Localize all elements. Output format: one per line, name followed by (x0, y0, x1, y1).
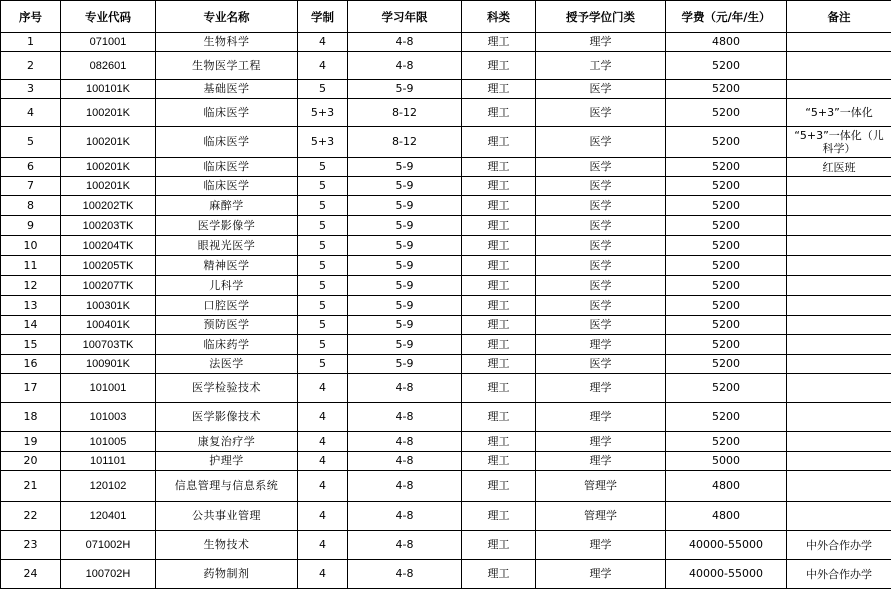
note-cell (787, 316, 891, 335)
major-name-cell: 精神医学 (156, 256, 298, 276)
row-number-cell: 17 (1, 374, 61, 403)
category-cell: 理工 (462, 452, 536, 471)
degree-cell: 医学 (536, 127, 666, 158)
study-years-cell: 4-8 (348, 560, 462, 589)
study-years-cell: 5-9 (348, 296, 462, 316)
row-number-cell: 8 (1, 196, 61, 216)
header-cell: 专业名称 (156, 1, 298, 33)
row-number-cell: 9 (1, 216, 61, 236)
duration-cell: 4 (298, 374, 348, 403)
major-code-cell: 120401 (61, 502, 156, 531)
table-row (1, 403, 891, 432)
degree-cell: 医学 (536, 177, 666, 196)
duration-cell: 5 (298, 335, 348, 355)
major-name-cell: 口腔医学 (156, 296, 298, 316)
tuition-cell: 4800 (666, 471, 787, 502)
major-name-cell: 临床医学 (156, 127, 298, 158)
note-cell (787, 33, 891, 52)
note-cell (787, 403, 891, 432)
tuition-cell: 5200 (666, 296, 787, 316)
degree-cell: 医学 (536, 158, 666, 177)
note-cell (787, 177, 891, 196)
study-years-cell: 4-8 (348, 33, 462, 52)
degree-cell: 理学 (536, 531, 666, 560)
major-name-cell: 医学影像技术 (156, 403, 298, 432)
row-number-cell: 6 (1, 158, 61, 177)
degree-cell: 医学 (536, 276, 666, 296)
note-cell (787, 196, 891, 216)
degree-cell: 工学 (536, 52, 666, 80)
major-code-cell: 101005 (61, 432, 156, 452)
major-name-cell: 生物科学 (156, 33, 298, 52)
note-cell (787, 236, 891, 256)
major-name-cell: 生物医学工程 (156, 52, 298, 80)
study-years-cell: 5-9 (348, 256, 462, 276)
study-years-cell: 5-9 (348, 335, 462, 355)
duration-cell: 4 (298, 432, 348, 452)
major-code-cell: 100301K (61, 296, 156, 316)
study-years-cell: 4-8 (348, 374, 462, 403)
tuition-cell: 5200 (666, 216, 787, 236)
table-row (1, 374, 891, 403)
major-code-cell: 100201K (61, 158, 156, 177)
table-row (1, 452, 891, 471)
study-years-cell: 5-9 (348, 236, 462, 256)
row-number-cell: 14 (1, 316, 61, 335)
row-number-cell: 10 (1, 236, 61, 256)
duration-cell: 5 (298, 80, 348, 99)
study-years-cell: 4-8 (348, 403, 462, 432)
major-name-cell: 眼视光医学 (156, 236, 298, 256)
degree-cell: 管理学 (536, 471, 666, 502)
major-name-cell: 信息管理与信息系统 (156, 471, 298, 502)
major-code-cell: 071002H (61, 531, 156, 560)
category-cell: 理工 (462, 335, 536, 355)
header-cell: 专业代码 (61, 1, 156, 33)
header-cell: 学费（元/年/生） (666, 1, 787, 33)
header-cell: 授予学位门类 (536, 1, 666, 33)
duration-cell: 5 (298, 276, 348, 296)
tuition-cell: 5200 (666, 236, 787, 256)
category-cell: 理工 (462, 316, 536, 335)
note-cell (787, 432, 891, 452)
tuition-cell: 5200 (666, 158, 787, 177)
category-cell: 理工 (462, 560, 536, 589)
table-row (1, 177, 891, 196)
category-cell: 理工 (462, 403, 536, 432)
header-cell: 学习年限 (348, 1, 462, 33)
major-code-cell: 100401K (61, 316, 156, 335)
duration-cell: 5 (298, 236, 348, 256)
note-cell (787, 80, 891, 99)
table-row (1, 296, 891, 316)
header-row (1, 1, 891, 33)
note-cell: 中外合作办学 (787, 531, 891, 560)
duration-cell: 5 (298, 177, 348, 196)
tuition-cell: 5200 (666, 196, 787, 216)
category-cell: 理工 (462, 276, 536, 296)
table-row (1, 355, 891, 374)
row-number-cell: 5 (1, 127, 61, 158)
degree-cell: 医学 (536, 216, 666, 236)
duration-cell: 4 (298, 560, 348, 589)
degree-cell: 管理学 (536, 502, 666, 531)
note-cell (787, 471, 891, 502)
category-cell: 理工 (462, 296, 536, 316)
major-name-cell: 医学影像学 (156, 216, 298, 236)
degree-cell: 医学 (536, 80, 666, 99)
note-cell: “5+3”一体化（儿科学） (787, 127, 891, 158)
major-code-cell: 100207TK (61, 276, 156, 296)
tuition-cell: 5200 (666, 316, 787, 335)
note-cell (787, 256, 891, 276)
major-code-cell: 100201K (61, 127, 156, 158)
tuition-cell: 5200 (666, 99, 787, 127)
note-cell (787, 296, 891, 316)
table-row (1, 502, 891, 531)
table-row (1, 33, 891, 52)
row-number-cell: 12 (1, 276, 61, 296)
study-years-cell: 4-8 (348, 52, 462, 80)
category-cell: 理工 (462, 196, 536, 216)
row-number-cell: 21 (1, 471, 61, 502)
category-cell: 理工 (462, 531, 536, 560)
degree-cell: 理学 (536, 560, 666, 589)
note-cell: 中外合作办学 (787, 560, 891, 589)
row-number-cell: 7 (1, 177, 61, 196)
note-cell (787, 52, 891, 80)
study-years-cell: 5-9 (348, 80, 462, 99)
note-cell (787, 335, 891, 355)
major-code-cell: 100204TK (61, 236, 156, 256)
table-row (1, 80, 891, 99)
tuition-cell: 4800 (666, 33, 787, 52)
tuition-cell: 5200 (666, 374, 787, 403)
note-cell: “5+3”一体化 (787, 99, 891, 127)
study-years-cell: 5-9 (348, 196, 462, 216)
category-cell: 理工 (462, 99, 536, 127)
row-number-cell: 13 (1, 296, 61, 316)
study-years-cell: 5-9 (348, 177, 462, 196)
note-cell (787, 374, 891, 403)
category-cell: 理工 (462, 158, 536, 177)
degree-cell: 医学 (536, 316, 666, 335)
tuition-cell: 5200 (666, 276, 787, 296)
category-cell: 理工 (462, 355, 536, 374)
row-number-cell: 19 (1, 432, 61, 452)
degree-cell: 理学 (536, 335, 666, 355)
duration-cell: 5 (298, 196, 348, 216)
header-cell: 序号 (1, 1, 61, 33)
degree-cell: 理学 (536, 374, 666, 403)
tuition-cell: 5000 (666, 452, 787, 471)
major-code-cell: 100203TK (61, 216, 156, 236)
table-row (1, 52, 891, 80)
tuition-cell: 5200 (666, 52, 787, 80)
category-cell: 理工 (462, 177, 536, 196)
major-name-cell: 基础医学 (156, 80, 298, 99)
duration-cell: 4 (298, 33, 348, 52)
row-number-cell: 11 (1, 256, 61, 276)
duration-cell: 5 (298, 256, 348, 276)
duration-cell: 5 (298, 355, 348, 374)
major-name-cell: 预防医学 (156, 316, 298, 335)
row-number-cell: 22 (1, 502, 61, 531)
major-code-cell: 100205TK (61, 256, 156, 276)
study-years-cell: 5-9 (348, 355, 462, 374)
table-row (1, 276, 891, 296)
major-code-cell: 100703TK (61, 335, 156, 355)
header-cell: 备注 (787, 1, 891, 33)
table-row (1, 531, 891, 560)
tuition-cell: 5200 (666, 403, 787, 432)
category-cell: 理工 (462, 127, 536, 158)
duration-cell: 5+3 (298, 127, 348, 158)
degree-cell: 理学 (536, 432, 666, 452)
category-cell: 理工 (462, 432, 536, 452)
note-cell (787, 452, 891, 471)
degree-cell: 医学 (536, 236, 666, 256)
major-name-cell: 临床医学 (156, 99, 298, 127)
table-row (1, 127, 891, 158)
major-code-cell: 100201K (61, 99, 156, 127)
tuition-cell: 5200 (666, 127, 787, 158)
degree-cell: 理学 (536, 33, 666, 52)
major-code-cell: 101003 (61, 403, 156, 432)
study-years-cell: 4-8 (348, 502, 462, 531)
major-name-cell: 公共事业管理 (156, 502, 298, 531)
row-number-cell: 4 (1, 99, 61, 127)
degree-cell: 医学 (536, 355, 666, 374)
major-code-cell: 100101K (61, 80, 156, 99)
major-name-cell: 生物技术 (156, 531, 298, 560)
degree-cell: 理学 (536, 403, 666, 432)
row-number-cell: 20 (1, 452, 61, 471)
degree-cell: 医学 (536, 296, 666, 316)
study-years-cell: 5-9 (348, 158, 462, 177)
table-row (1, 158, 891, 177)
category-cell: 理工 (462, 216, 536, 236)
tuition-cell: 5200 (666, 177, 787, 196)
study-years-cell: 5-9 (348, 276, 462, 296)
major-code-cell: 100901K (61, 355, 156, 374)
category-cell: 理工 (462, 374, 536, 403)
major-code-cell: 100702H (61, 560, 156, 589)
major-code-cell: 101101 (61, 452, 156, 471)
table-row (1, 196, 891, 216)
category-cell: 理工 (462, 502, 536, 531)
note-cell (787, 355, 891, 374)
category-cell: 理工 (462, 33, 536, 52)
table-row (1, 471, 891, 502)
major-name-cell: 麻醉学 (156, 196, 298, 216)
major-name-cell: 护理学 (156, 452, 298, 471)
major-code-cell: 101001 (61, 374, 156, 403)
study-years-cell: 8-12 (348, 127, 462, 158)
tuition-cell: 40000-55000 (666, 560, 787, 589)
tuition-cell: 5200 (666, 256, 787, 276)
category-cell: 理工 (462, 471, 536, 502)
table-row (1, 216, 891, 236)
duration-cell: 4 (298, 471, 348, 502)
row-number-cell: 23 (1, 531, 61, 560)
table-row (1, 335, 891, 355)
category-cell: 理工 (462, 256, 536, 276)
study-years-cell: 5-9 (348, 316, 462, 335)
major-name-cell: 儿科学 (156, 276, 298, 296)
major-code-cell: 120102 (61, 471, 156, 502)
major-name-cell: 临床医学 (156, 177, 298, 196)
duration-cell: 4 (298, 531, 348, 560)
table-row (1, 432, 891, 452)
major-name-cell: 临床医学 (156, 158, 298, 177)
row-number-cell: 2 (1, 52, 61, 80)
duration-cell: 5+3 (298, 99, 348, 127)
study-years-cell: 4-8 (348, 471, 462, 502)
duration-cell: 5 (298, 296, 348, 316)
degree-cell: 医学 (536, 196, 666, 216)
tuition-cell: 5200 (666, 432, 787, 452)
row-number-cell: 24 (1, 560, 61, 589)
category-cell: 理工 (462, 236, 536, 256)
major-name-cell: 药物制剂 (156, 560, 298, 589)
study-years-cell: 4-8 (348, 452, 462, 471)
tuition-cell: 40000-55000 (666, 531, 787, 560)
duration-cell: 5 (298, 316, 348, 335)
duration-cell: 5 (298, 158, 348, 177)
row-number-cell: 16 (1, 355, 61, 374)
table-row (1, 99, 891, 127)
note-cell: 红医班 (787, 158, 891, 177)
degree-cell: 医学 (536, 99, 666, 127)
degree-cell: 医学 (536, 256, 666, 276)
header-cell: 科类 (462, 1, 536, 33)
row-number-cell: 15 (1, 335, 61, 355)
study-years-cell: 4-8 (348, 432, 462, 452)
row-number-cell: 1 (1, 33, 61, 52)
table-row (1, 236, 891, 256)
tuition-cell: 5200 (666, 335, 787, 355)
major-name-cell: 法医学 (156, 355, 298, 374)
header-cell: 学制 (298, 1, 348, 33)
major-code-cell: 071001 (61, 33, 156, 52)
duration-cell: 4 (298, 452, 348, 471)
major-code-cell: 082601 (61, 52, 156, 80)
study-years-cell: 4-8 (348, 531, 462, 560)
duration-cell: 4 (298, 502, 348, 531)
study-years-cell: 8-12 (348, 99, 462, 127)
row-number-cell: 18 (1, 403, 61, 432)
duration-cell: 4 (298, 403, 348, 432)
major-code-cell: 100202TK (61, 196, 156, 216)
degree-cell: 理学 (536, 452, 666, 471)
category-cell: 理工 (462, 80, 536, 99)
row-number-cell: 3 (1, 80, 61, 99)
study-years-cell: 5-9 (348, 216, 462, 236)
table-row (1, 560, 891, 589)
major-name-cell: 临床药学 (156, 335, 298, 355)
major-code-cell: 100201K (61, 177, 156, 196)
duration-cell: 5 (298, 216, 348, 236)
table-row (1, 316, 891, 335)
category-cell: 理工 (462, 52, 536, 80)
major-name-cell: 康复治疗学 (156, 432, 298, 452)
tuition-cell: 5200 (666, 355, 787, 374)
tuition-cell: 4800 (666, 502, 787, 531)
major-name-cell: 医学检验技术 (156, 374, 298, 403)
note-cell (787, 216, 891, 236)
tuition-cell: 5200 (666, 80, 787, 99)
note-cell (787, 276, 891, 296)
table-row (1, 256, 891, 276)
note-cell (787, 502, 891, 531)
duration-cell: 4 (298, 52, 348, 80)
